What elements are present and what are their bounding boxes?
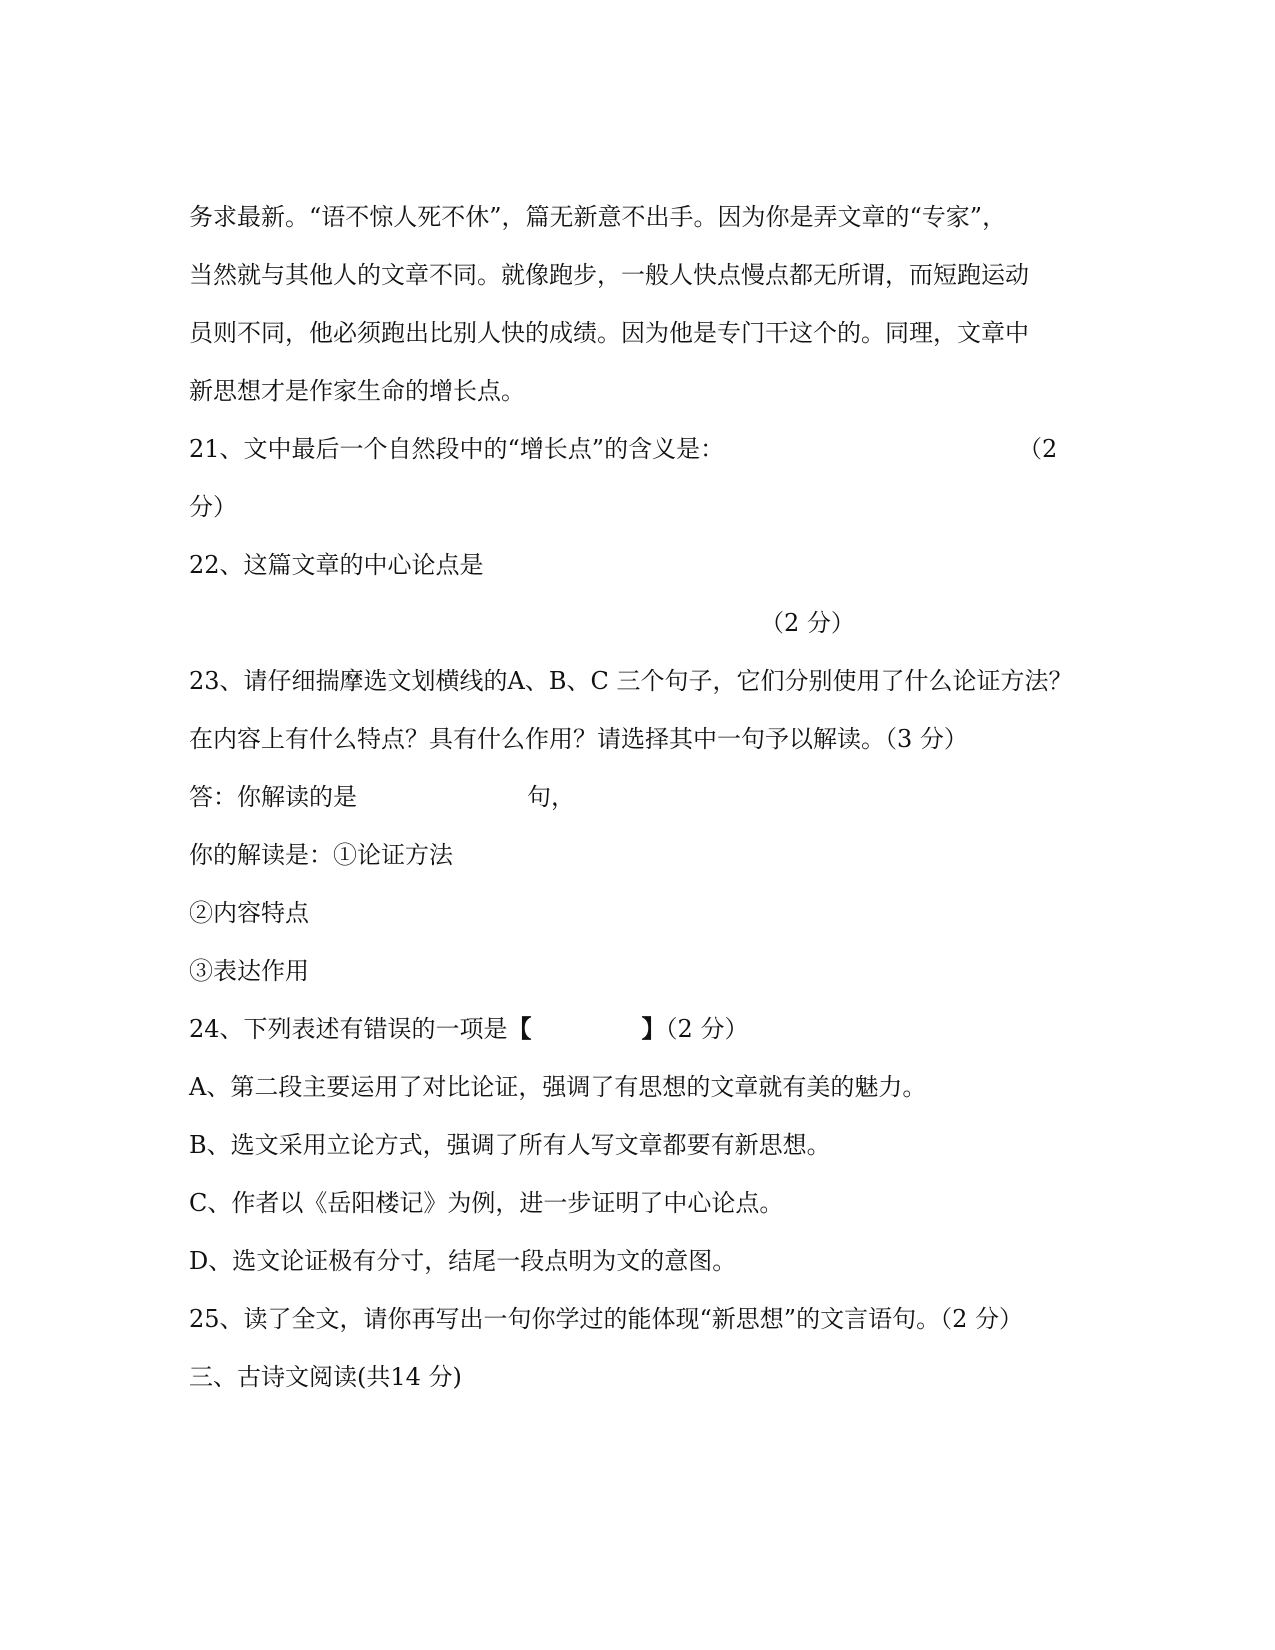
option-d: D、选文论证极有分寸，结尾一段点明为文的意图。 — [189, 1247, 737, 1275]
question-22: 22、这篇文章的中心论点是 — [189, 551, 484, 579]
reading-effect: ③表达作用 — [189, 957, 309, 985]
question-24-score: （2 分） — [665, 1015, 749, 1043]
passage-line-3: 员则不同，他必须跑出比别人快的成绩。因为他是专门干这个的。同理，文章中 — [189, 319, 1029, 347]
option-a: A、第二段主要运用了对比论证，强调了有思想的文章就有美的魅力。 — [189, 1073, 927, 1101]
question-24-text: 24、下列表述有错误的一项是 — [189, 1015, 508, 1043]
passage-line-4: 新思想才是作家生命的增长点。 — [189, 377, 525, 405]
answer-suffix: 句， — [527, 783, 575, 811]
bracket-close: 】 — [641, 1014, 666, 1043]
question-21-score: （2 — [1018, 435, 1058, 463]
reading-content: ②内容特点 — [189, 899, 309, 927]
answer-prefix: 答：你解读的是 — [189, 783, 357, 811]
passage-line-2: 当然就与其他人的文章不同。就像跑步，一般人快点慢点都无所谓，而短跑运动 — [189, 261, 1029, 289]
question-21: 21、文中最后一个自然段中的“增长点”的含义是： — [189, 435, 725, 463]
reading-method: 你的解读是：①论证方法 — [189, 841, 453, 869]
section-3-title: 三、古诗文阅读(共14 分) — [189, 1363, 462, 1391]
question-21-score-cont: 分） — [189, 493, 237, 521]
question-23-line-2: 在内容上有什么特点？具有什么作用？请选择其中一句予以解读。（3 分） — [189, 725, 968, 753]
question-24 — [189, 1014, 1069, 1044]
option-b: B、选文采用立论方式，强调了所有人写文章都要有新思想。 — [189, 1131, 831, 1159]
question-25: 25、读了全文，请你再写出一句你学过的能体现“新思想”的文言语句。（2 分） — [189, 1305, 1023, 1333]
question-23-line-1: 23、请仔细揣摩选文划横线的A、B、C 三个句子，它们分别使用了什么论证方法？ — [189, 667, 1073, 695]
passage-line-1: 务求最新。“语不惊人死不休”，篇无新意不出手。因为你是弄文章的“专家”， — [189, 203, 1007, 231]
bracket-open: 【 — [507, 1014, 532, 1043]
question-22-score: （2 分） — [760, 609, 855, 637]
option-c: C、作者以《岳阳楼记》为例，进一步证明了中心论点。 — [189, 1189, 784, 1217]
question-23-answer — [189, 782, 1069, 812]
